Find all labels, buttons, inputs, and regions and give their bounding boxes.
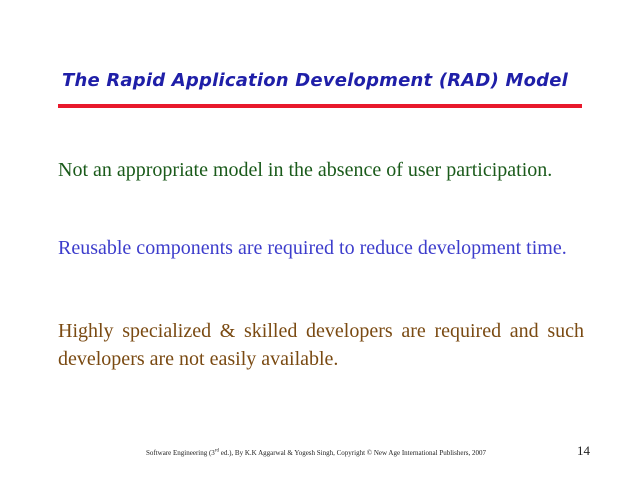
slide-paragraph-1: Not an appropriate model in the absence of user participation. (58, 159, 553, 181)
footer-citation-prefix: Software Engineering (3 (146, 449, 215, 457)
footer-citation-superscript: rd (214, 448, 219, 454)
footer-citation-suffix: ed.), By K.K Aggarwal & Yogesh Singh, Copyright © New Age International Publishers, 2007 (218, 449, 487, 457)
slide-paragraph-3: Highly specialized & skilled developers are required and such developers are not easily available. (58, 320, 584, 370)
slide-paragraph-2: Reusable components are required to reduce development time. (58, 237, 567, 259)
title-underline-rule (58, 104, 582, 108)
slide-title: The Rapid Application Development (RAD) Model (62, 70, 569, 91)
footer-citation (146, 449, 486, 457)
page-number: 14 (577, 443, 590, 458)
